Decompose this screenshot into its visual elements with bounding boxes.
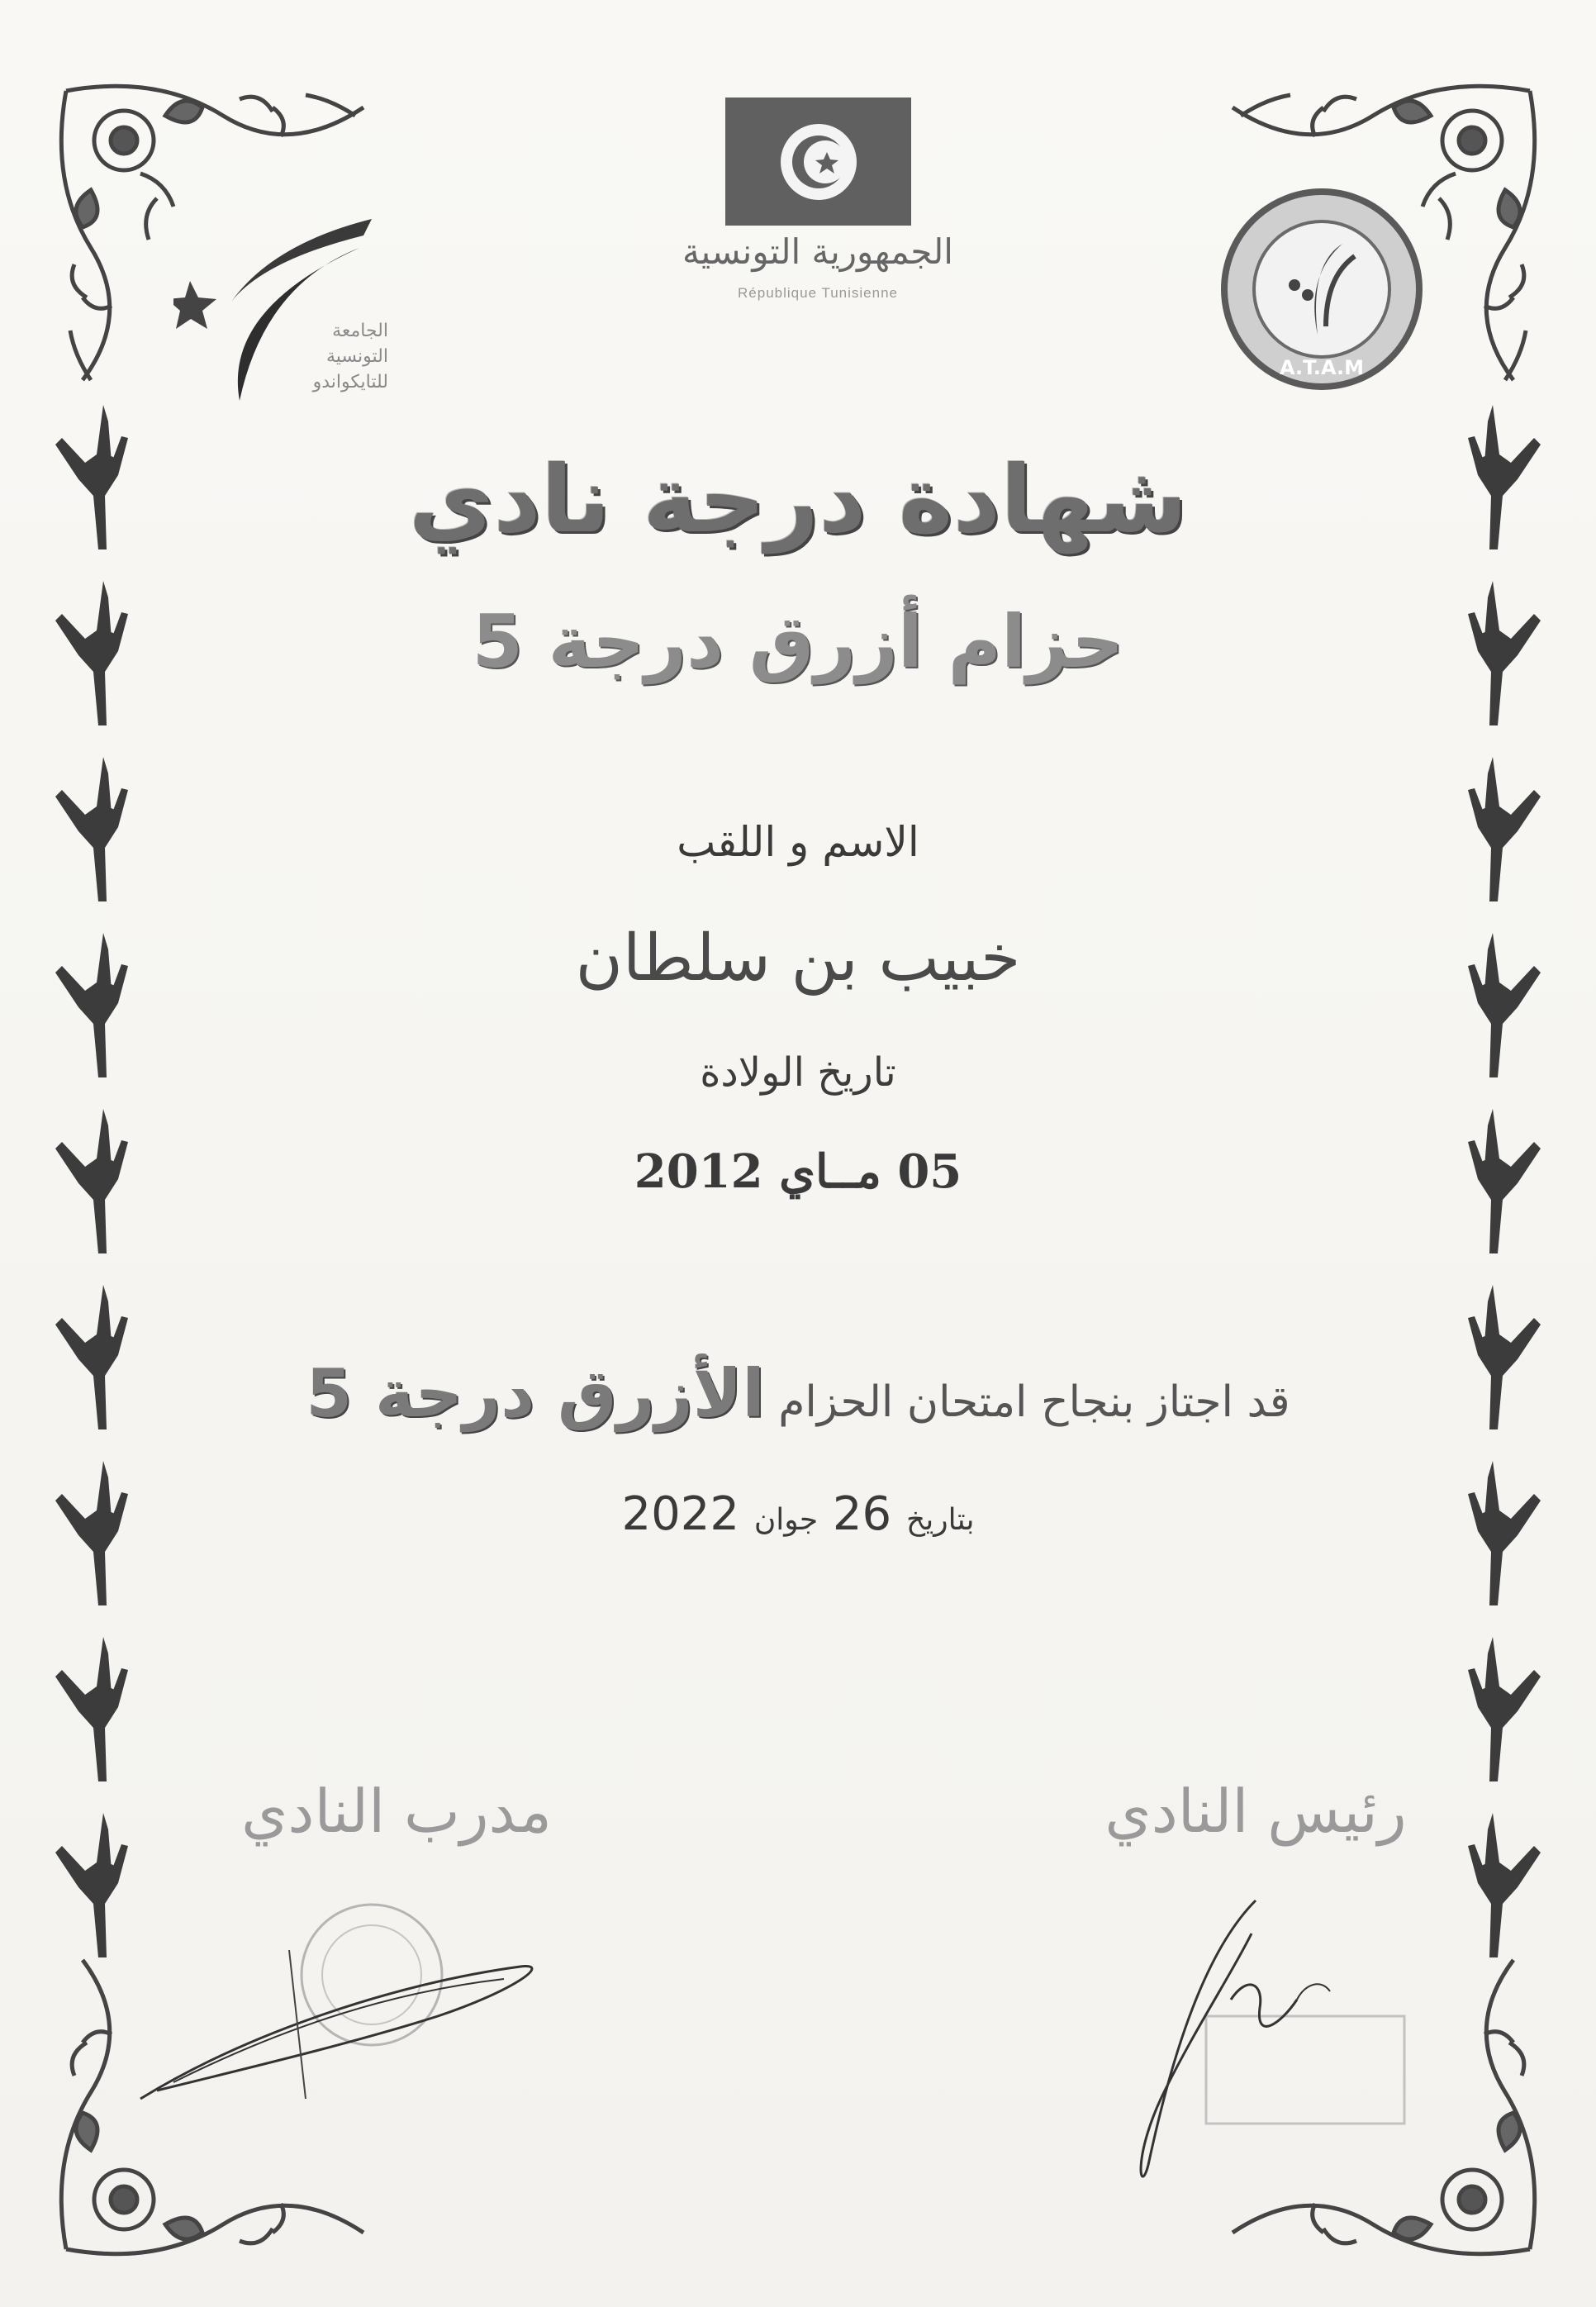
federation-line-2: التونسية <box>325 346 388 367</box>
exam-date-prefix: بتاريخ <box>906 1503 975 1537</box>
name-value: خبيب بن سلطان <box>575 921 1021 996</box>
federation-line-3: للتايكواندو <box>312 372 388 392</box>
exam-year: 2022 <box>621 1487 739 1541</box>
republic-arabic: الجمهورية التونسية <box>682 231 953 272</box>
tunisia-flag <box>725 98 911 226</box>
republic-french: République Tunisienne <box>738 285 898 301</box>
exam-belt: الأزرق درجة 5 <box>306 1355 765 1432</box>
club-seal <box>1218 186 1425 392</box>
certificate-title: شهادة درجة نادي <box>408 446 1188 554</box>
crescent-star-icon <box>781 124 857 200</box>
certificate-subtitle: حزام أزرق درجة 5 <box>472 599 1124 684</box>
federation-name <box>264 318 388 395</box>
flag-emblem <box>781 124 857 200</box>
name-label: الاسم و اللقب <box>677 818 919 866</box>
coach-signature <box>124 1900 570 2115</box>
exam-day: 26 <box>832 1487 892 1541</box>
birth-date-value: 05 مــاي 2012 <box>634 1144 962 1199</box>
birth-date-label: تاريخ الولادة <box>700 1049 896 1096</box>
president-label: رئيس النادي <box>1104 1777 1407 1846</box>
exam-statement <box>0 1355 1596 1432</box>
exam-date <box>0 1487 1596 1541</box>
exam-prefix: قد اجتاز بنجاح امتحان الحزام <box>778 1377 1290 1427</box>
svg-text:A.T.A.M: A.T.A.M <box>1280 356 1364 379</box>
exam-month: جوان <box>753 1503 819 1537</box>
president-signature <box>1074 1884 1421 2214</box>
coach-label: مدرب النادي <box>241 1777 552 1846</box>
federation-line-1: الجامعة <box>332 321 388 341</box>
